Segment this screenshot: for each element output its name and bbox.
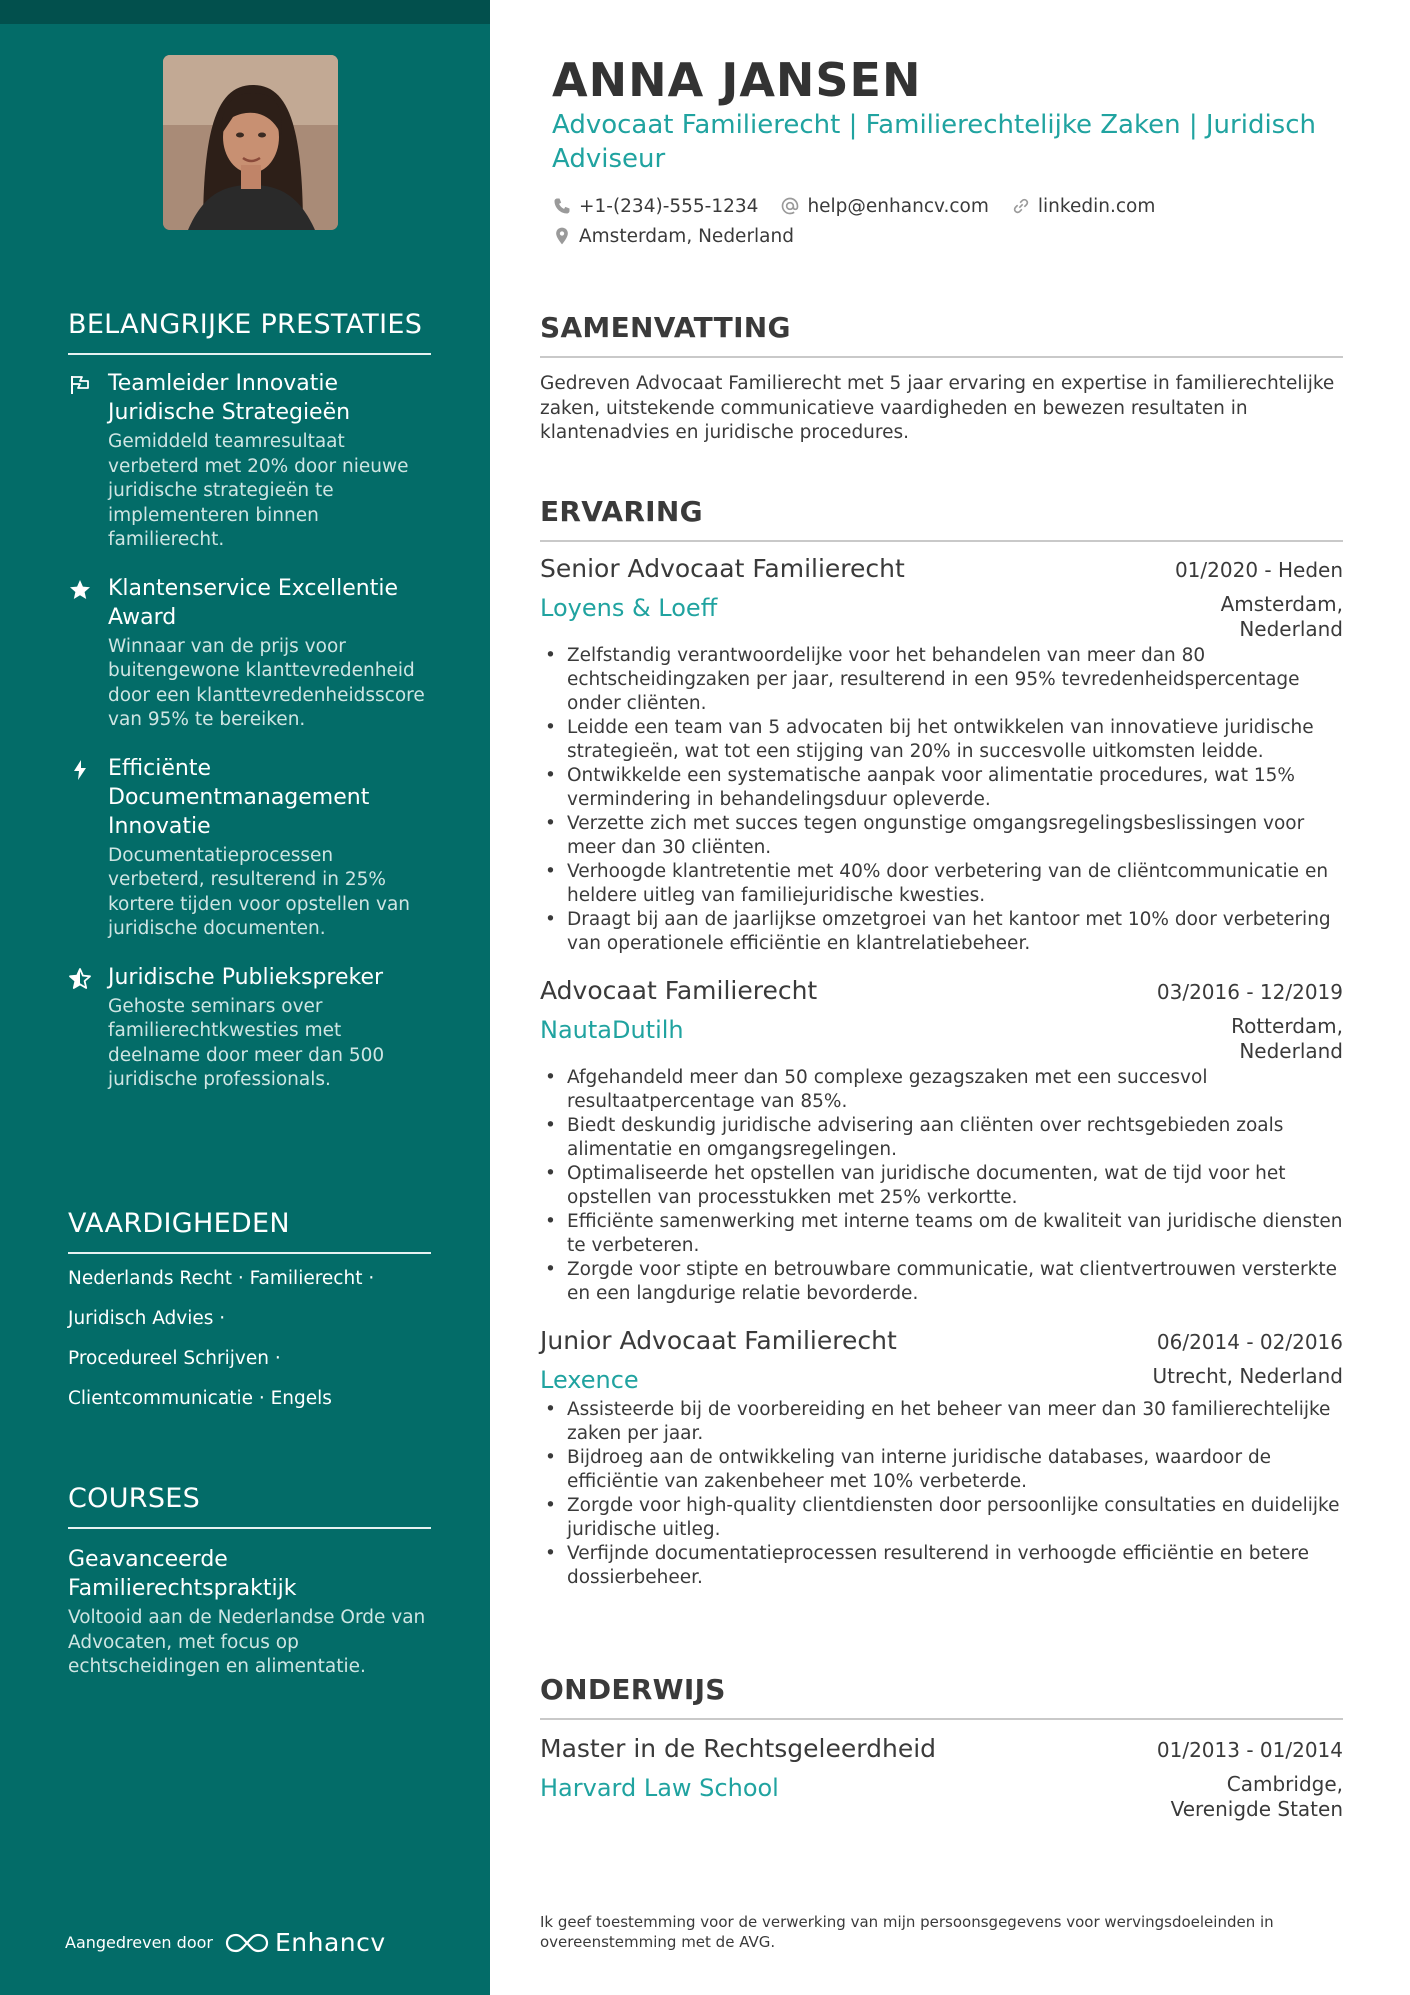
skill-line: Juridisch Advies · <box>68 1308 226 1329</box>
powered-by-label: Aangedreven door <box>65 1933 213 1952</box>
achievement-item <box>68 369 431 553</box>
job-bullet: • Zorgde voor high-quality clientdiensten door persoonlijke consultaties en duidelijke juridische uitleg. <box>540 1494 1343 1542</box>
achievements-heading: BELANGRIJKE PRESTATIES <box>68 306 431 355</box>
profile-photo <box>163 55 338 230</box>
job-bullet: • Biedt deskundig juridische advisering aan cliënten over rechtsgebieden zoals alimentatie en omgangsregelingen. <box>540 1114 1343 1162</box>
achievements-section <box>68 306 431 1114</box>
achievement-description: Gemiddeld teamresultaat verbeterd met 20% door nieuwe juridische strategieën te implementeren binnen familierecht. <box>108 431 409 550</box>
consent-note: Ik geef toestemming voor de verwerking van mijn persoonsgegevens voor wervingsdoeleinden in overeenstemming met de AVG. <box>540 1913 1274 1951</box>
job-company: NautaDutilh <box>540 1016 684 1044</box>
job-header <box>540 974 1343 1008</box>
achievement-description: Gehoste seminars over familierechtkwesties met deelname door meer dan 500 juridische professionals. <box>108 995 385 1090</box>
contact-row <box>552 191 1332 221</box>
achievement-title: Klantenservice Excellentie Award <box>108 575 399 630</box>
candidate-headline: Advocaat Familierecht | Familierechtelijke Zaken | Juridisch Adviseur <box>552 110 1316 174</box>
education-header <box>540 1732 1343 1766</box>
job-location: Amsterdam, Nederland <box>1220 592 1343 641</box>
achievement-title: Teamleider Innovatie Juridische Strategieën <box>108 371 351 425</box>
sidebar-top-bar <box>0 0 490 24</box>
job-bullet: • Assisteerde bij de voorbereiding en het beheer van meer dan 30 familierechtelijke zaken per jaar. <box>540 1398 1343 1446</box>
job-subheader <box>540 1364 1343 1396</box>
at-icon <box>780 196 800 216</box>
contact-phone[interactable] <box>552 196 758 217</box>
job-header <box>540 1324 1343 1358</box>
job-company: Loyens & Loeff <box>540 594 718 622</box>
course-description: Voltooid aan de Nederlandse Orde van Advocaten, met focus op echtscheidingen en alimentatie. <box>68 1607 426 1677</box>
lightning-icon <box>68 758 92 782</box>
achievements-list <box>68 369 431 1093</box>
education-location: Cambridge, Verenigde Staten <box>1170 1772 1343 1821</box>
courses-heading: COURSES <box>68 1480 431 1529</box>
infinity-icon <box>225 1931 269 1955</box>
job-dates: 03/2016 - 12/2019 <box>1156 980 1343 1004</box>
job-bullet: • Bijdroeg aan de ontwikkeling van interne juridische databases, waardoor de efficiëntie van zakenbeheer met 10% verbeterde. <box>540 1446 1343 1494</box>
skill-line: Procedureel Schrijven · <box>68 1348 281 1369</box>
education-dates: 01/2013 - 01/2014 <box>1156 1738 1343 1762</box>
achievement-title: Juridische Publiekspreker <box>108 964 384 990</box>
job-dates: 01/2020 - Heden <box>1174 558 1343 582</box>
job-location: Rotterdam, Nederland <box>1231 1014 1343 1063</box>
skills-list <box>68 1267 431 1411</box>
skill-line: Clientcommunicatie · Engels <box>68 1388 332 1409</box>
job-bullets <box>540 1066 1343 1306</box>
job-entry <box>540 974 1343 1306</box>
job-header <box>540 552 1343 586</box>
education-subheader <box>540 1772 1343 1822</box>
job-bullet: • Verfijnde documentatieprocessen resulterend in verhoogde efficiëntie en betere dossierbeheer. <box>540 1542 1343 1590</box>
education-section <box>540 1672 1343 1822</box>
experience-heading: ERVARING <box>540 494 1343 542</box>
job-bullet: • Zelfstandig verantwoordelijke voor het behandelen van meer dan 80 echtscheidingzaken per jaar, resulterend in een 95% tevredenheidspercentage onder cliënten. <box>540 644 1343 716</box>
job-bullet: • Optimaliseerde het opstellen van juridische documenten, wat de tijd voor het opstellen van processtukken met 25% verkortte. <box>540 1162 1343 1210</box>
star-icon <box>68 578 92 602</box>
job-title: Advocaat Familierecht <box>540 976 818 1005</box>
flag-icon <box>68 373 92 397</box>
job-subheader <box>540 592 1343 642</box>
job-subheader <box>540 1014 1343 1064</box>
phone-icon <box>552 196 572 216</box>
achievement-title: Efficiënte Documentmanagement Innovatie <box>108 755 370 839</box>
job-bullets <box>540 644 1343 956</box>
job-bullet: • Zorgde voor stipte en betrouwbare communicatie, wat clientvertrouwen versterkte en een langdurige relatie bevorderde. <box>540 1258 1343 1306</box>
skills-section <box>68 1205 431 1427</box>
job-company: Lexence <box>540 1366 639 1394</box>
powered-by <box>65 1928 386 1957</box>
candidate-name: ANNA JANSEN <box>552 53 922 107</box>
courses-section <box>68 1480 431 1680</box>
achievement-item <box>68 963 431 1093</box>
summary-text: Gedreven Advocaat Familierecht met 5 jaar ervaring en expertise in familierechtelijke zaken, uitstekende communicatieve vaardigheden en bewezen resultaten in klantenadvies en juridische procedures. <box>540 373 1335 443</box>
job-bullet: • Ontwikkelde een systematische aanpak voor alimentatie procedures, wat 15% vermindering in behandelingsduur opleverde. <box>540 764 1343 812</box>
course-title: Geavanceerde Familierechtspraktijk <box>68 1547 297 1601</box>
experience-section <box>540 494 1343 1590</box>
achievement-item <box>68 574 431 733</box>
skill-line: Nederlands Recht · Familierecht · <box>68 1268 375 1289</box>
job-bullet: • Efficiënte samenwerking met interne teams om de kwaliteit van juridische diensten te verbeteren. <box>540 1210 1343 1258</box>
link-icon <box>1011 196 1031 216</box>
contact-linkedin[interactable] <box>1011 196 1155 217</box>
email-text: help@enhancv.com <box>807 195 989 217</box>
job-bullet: • Afgehandeld meer dan 50 complexe gezagszaken met een succesvol resultaatpercentage van 85%. <box>540 1066 1343 1114</box>
contact-location <box>552 226 794 247</box>
half-star-icon <box>68 967 92 991</box>
contact-info <box>552 191 1332 251</box>
job-location: Utrecht, Nederland <box>1152 1364 1343 1388</box>
linkedin-text: linkedin.com <box>1037 195 1156 217</box>
job-bullet: • Draagt bij aan de jaarlijkse omzetgroei van het kantoor met 10% door verbetering van operationele efficiëntie en klantrelatiebeheer. <box>540 908 1343 956</box>
job-dates: 06/2014 - 02/2016 <box>1156 1330 1343 1354</box>
summary-heading: SAMENVATTING <box>540 310 1343 358</box>
contact-row <box>552 221 1332 251</box>
portrait-image <box>163 55 338 230</box>
achievement-description: Winnaar van de prijs voor buitengewone klanttevredenheid door een klanttevredenheidsscore van 95% te bereiken. <box>108 635 425 730</box>
education-entry <box>540 1732 1343 1822</box>
education-heading: ONDERWIJS <box>540 1672 1343 1720</box>
location-text: Amsterdam, Nederland <box>579 225 794 247</box>
achievement-item <box>68 754 431 942</box>
job-entry <box>540 552 1343 956</box>
job-bullet: • Leidde een team van 5 advocaten bij het ontwikkelen van innovatieve juridische strategieën, wat tot een stijging van 20% in succesvolle uitkomsten leidde. <box>540 716 1343 764</box>
location-pin-icon <box>552 226 572 246</box>
job-bullet: • Verhoogde klantretentie met 40% door verbetering van de cliëntcommunicatie en heldere uitleg van familiejuridische kwesties. <box>540 860 1343 908</box>
phone-text: +1-(234)-555-1234 <box>579 195 759 217</box>
skills-heading: VAARDIGHEDEN <box>68 1205 431 1254</box>
education-school: Harvard Law School <box>540 1774 779 1802</box>
enhancv-logo[interactable] <box>225 1928 386 1957</box>
job-entry <box>540 1324 1343 1590</box>
job-bullets <box>540 1398 1343 1590</box>
education-degree: Master in de Rechtsgeleerdheid <box>540 1734 937 1763</box>
enhancv-brand: Enhancv <box>274 1928 386 1957</box>
summary-section <box>540 310 1343 446</box>
achievement-description: Documentatieprocessen verbeterd, resulterend in 25% kortere tijden voor opstellen van juridische documenten. <box>108 844 411 939</box>
contact-email[interactable] <box>780 196 988 217</box>
job-bullet: • Verzette zich met succes tegen ongunstige omgangsregelingsbeslissingen voor meer dan 30 cliënten. <box>540 812 1343 860</box>
job-title: Senior Advocaat Familierecht <box>540 554 905 583</box>
job-title: Junior Advocaat Familierecht <box>540 1326 897 1355</box>
sidebar <box>0 0 490 1995</box>
